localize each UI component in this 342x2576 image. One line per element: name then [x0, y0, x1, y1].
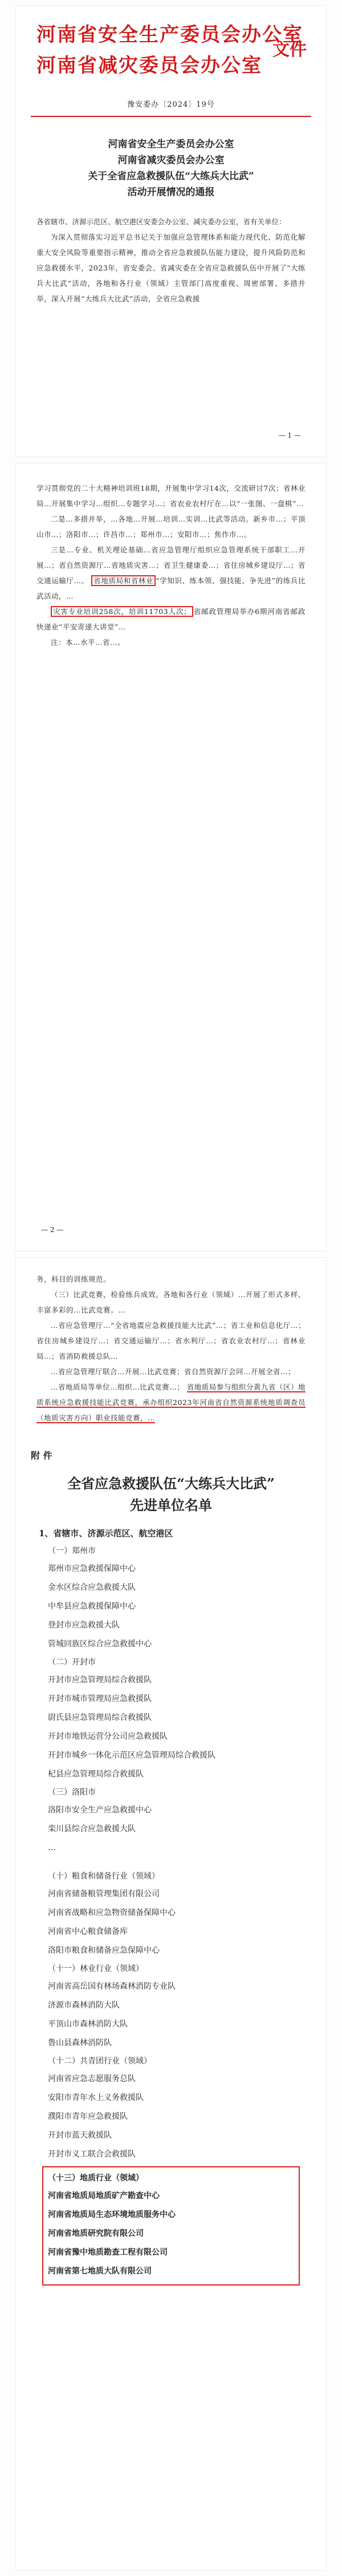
- unit-list-item: 河南省高岳国有林场森林消防专业队: [48, 1982, 176, 1991]
- red-header: [16, 6, 326, 81]
- group-heading: （一）郑州市: [48, 1547, 96, 1556]
- highlight-underline: 承办组织2023年河南省自然资源系统地质调查员（地质灾害方向）职业技能竞赛，…: [36, 1398, 306, 1422]
- notice-title: [16, 136, 326, 200]
- paragraph: 学习贯彻党的二十大精神培训班18期，开展集中学习14次，交流研讨7次；省林业局…开展集中学习…组织…专题学习…；省农业农村厅在…以“一张图、一盘棋”…: [36, 484, 306, 508]
- header-line-1: 河南省安全生产委员会办公室: [36, 23, 303, 46]
- unit-list-item: 郑州市应急救援保障中心: [48, 1564, 136, 1573]
- unit-list-item: 平顶山市森林消防大队: [48, 2020, 128, 2029]
- group-heading: （十一）林业行业（领域）: [48, 1964, 144, 1973]
- paragraph: [16, 542, 326, 604]
- group-heading: （三）洛阳市: [48, 1788, 96, 1797]
- paragraph: （三）比武竞赛，检验练兵成效。各地和各行业（领域）…开展了形式多样、丰富多彩的…比武竞赛。…: [36, 1290, 306, 1314]
- paragraph-text: “学知识、练本领、强技能、争先进”的练兵比武活动，…: [36, 576, 306, 600]
- unit-list-item: 中牟县应急救援保障中心: [48, 1602, 136, 1611]
- title-line-4: 活动开展情况的通报: [127, 187, 215, 198]
- unit-list: [43, 2187, 299, 2281]
- greeting: 各省辖市、济源示范区、航空港区安委会办公室、减灾委办公室，省有关单位：: [36, 217, 286, 226]
- unit-list-item: 登封市应急救援大队: [48, 1621, 120, 1630]
- paragraph-text: 省邮政管理局举办6期河南省邮政快递业“平安寄递大讲堂”…: [36, 607, 306, 631]
- unit-list-item: 安阳市青年水上义务救援队: [48, 2093, 144, 2102]
- unit-list-item: 河南省地质局生态环境地质服务中心: [48, 2210, 176, 2219]
- document-page-2: [16, 463, 326, 1251]
- unit-list-item: 洛阳市粮食和储备应急保障中心: [48, 1946, 160, 1955]
- unit-list-item: 河南省地质研究院有限公司: [48, 2229, 144, 2238]
- unit-list-item: 河南省应急志愿服务总队: [48, 2074, 136, 2084]
- title-line-1: 河南省安全生产委员会办公室: [108, 139, 234, 150]
- unit-groups-industry: [16, 1868, 326, 2164]
- paragraph: [16, 604, 326, 635]
- document-page-3: [16, 1258, 326, 2570]
- paragraph-text: …省地质局等单位…组织…比武竞赛…；: [51, 1383, 185, 1391]
- group-heading: （十三）地质行业（领域）: [48, 2174, 144, 2183]
- unit-list-item: 开封市城市管理局应急救援队: [48, 1694, 152, 1703]
- highlight-box-geology: [42, 2166, 300, 2286]
- highlight-underline: 省地质局参与组织分黄九省（区）地质系统应急救援技能比武竞赛，: [36, 1383, 306, 1407]
- paragraph: 为深入贯彻落实习近平总书记关于加强应急管理体系和能力现代化、防范化解重大安全风险等重要指示精神，推动全省应急救援队伍能力建设，提升风险防范和应急救援水平，2023年，省安委会、省减灾委在全省应急救援队伍中开展了“大练兵大比武”活动，各地和各行业（领域）主管部门高度重视、周密部署、多措并举，深入开展“大练兵大比武”活动，全省应急救援: [36, 233, 306, 303]
- unit-list-item: 杞县应急管理局综合救援队: [48, 1770, 144, 1779]
- title-line-3: 关于全省应急救援队伍“大练兵大比武”: [88, 171, 254, 182]
- unit-list-item: 开封市应急管理局综合救援队: [48, 1675, 152, 1685]
- paragraph: …省应急管理厅…“全省地震应急救援技能大比武”…；省工业和信息化厅…；省住房城乡建设厅…；省交通运输厅…；省水利厅…；省农业农村厅…；省林业局…；省消防救援总队…: [36, 1321, 306, 1360]
- paragraph: 务，科目的训练规范。: [36, 1275, 111, 1283]
- unit-list-item: 河南省战略和应急物资储备保障中心: [48, 1908, 176, 1917]
- annex-title-line-1: 全省应急救援队伍“大练兵大比武”: [67, 1475, 275, 1492]
- unit-list-item: 河南省第七地质大队有限公司: [48, 2267, 152, 2276]
- title-line-2: 河南省减灾委员会办公室: [117, 155, 225, 166]
- unit-list-item: 河南省储备粮管理集团有限公司: [48, 1889, 160, 1899]
- annex-section-heading: 1、省辖市、济源示范区、航空港区: [39, 1528, 173, 1539]
- paragraph: 二是…多措并举，…各地…开展…培训…实训…比武等活动。新乡市…；平顶山市…；洛阳市…；许昌市…；郑州市…；安阳市…；焦作市…。: [36, 515, 306, 539]
- unit-list-item: …: [48, 1843, 56, 1852]
- paragraph: [16, 1379, 326, 1426]
- unit-list-item: 开封市义工联合会救援队: [48, 2150, 136, 2159]
- unit-list-item: 栾川县综合应急救援大队: [48, 1824, 136, 1834]
- group-heading: （十）粮食和储备行业（领域）: [48, 1872, 160, 1881]
- header-file-word: 文件: [272, 40, 307, 60]
- annex-title-line-2: 先进单位名单: [130, 1497, 212, 1513]
- unit-list-item: 鲁山县森林消防队: [48, 2038, 112, 2048]
- unit-list-item: 金水区综合应急救援大队: [48, 1583, 136, 1592]
- unit-list-item: 濮阳市青年应急救援队: [48, 2112, 128, 2121]
- unit-list-item: 管城回族区综合应急救援中心: [48, 1640, 152, 1649]
- paragraph-text: 三是…专业、机关理论基础…省应急管理厅组织应急管理系统干部职工…开展…；省自然资源厅…省地质灾害…；省卫生健康委…；省住房城乡建设厅…；省交通运输厅…。: [36, 546, 306, 585]
- unit-groups: [16, 1543, 326, 1858]
- annex-label: 附 件: [31, 1450, 52, 1461]
- page-number: — 1 —: [278, 431, 301, 439]
- unit-list-item: 开封市城乡一体化示范区应急管理局综合救援队: [48, 1751, 215, 1760]
- document-page-1: [16, 6, 326, 457]
- unit-list-item: 开封市蓝天救援队: [48, 2131, 112, 2140]
- unit-list-item: 河南省中心粮食储备库: [48, 1927, 128, 1936]
- group-heading: （十二）共青团行业（领域）: [48, 2057, 152, 2066]
- unit-list-item: 济源市森林消防大队: [48, 2001, 120, 2010]
- unit-list-item: 洛阳市安全生产应急救援中心: [48, 1806, 152, 1815]
- group-heading: （二）开封市: [48, 1658, 96, 1667]
- annex-title: [16, 1473, 326, 1516]
- paragraph: 注：本…水平…省…。: [51, 638, 125, 647]
- highlight-box: 灾害专业培训258次，培训11703人次；: [51, 606, 193, 617]
- unit-list-item: 尉氏县应急管理局综合救援队: [48, 1713, 152, 1722]
- red-divider: [31, 116, 311, 117]
- unit-list-item: 开封市地铁运营分公司应急救援队: [48, 1732, 168, 1741]
- highlight-box: 省地质局和省林业: [91, 575, 156, 586]
- unit-list-item: 河南省地质局地质矿产勘查中心: [48, 2191, 160, 2200]
- header-line-2: 河南省减灾委员会办公室: [36, 54, 262, 77]
- page-number: — 2 —: [41, 1226, 64, 1234]
- unit-list-item: 河南省豫中地质勘查工程有限公司: [48, 2248, 168, 2257]
- paragraph: …省应急管理厅联合…开展…比武竞赛；省自然资源厅会同…开展全省…；: [51, 1367, 296, 1376]
- document-number: 豫安委办〔2024〕19号: [127, 100, 215, 109]
